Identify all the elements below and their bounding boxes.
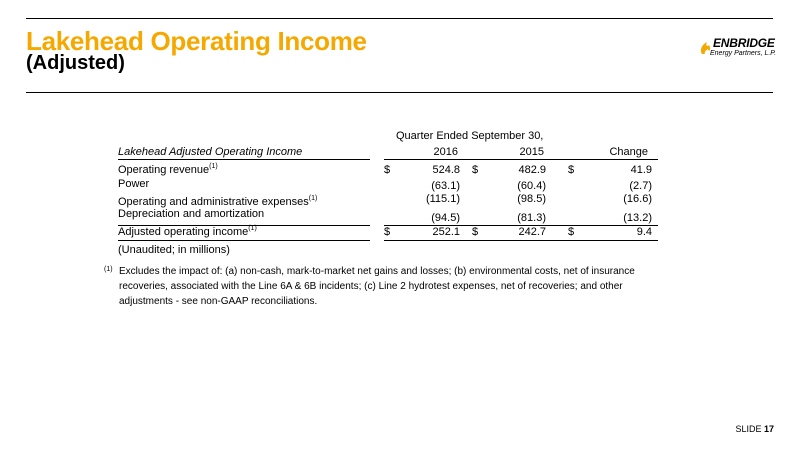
currency-sign: $ [472,164,479,176]
header-underline-values [384,159,658,160]
footnote-text: Excludes the impact of: (a) non-cash, mark-to-market net gains and losses; (b) environmental costs, net of insurance recoveries, associated with the Line 6A & 6B incidents; (c) Line 2 hydrotest expenses, net of recoveries; and other adjustments - see non-GAAP reconciliations. [119,266,635,307]
unaudited-note: (Unaudited; in millions) [118,244,230,256]
cell-change: (2.7) [629,180,652,192]
currency-sign: $ [568,226,575,238]
cell-change: (13.2) [623,212,652,224]
table-row-label: Operating revenue$^{(1)}$ [118,163,218,176]
table-row-label: Power [118,178,150,190]
total-rule-values [384,240,658,241]
cell-change: 9.4 [636,226,652,238]
currency-sign: $ [472,226,479,238]
cell-2015: (60.4) [517,180,546,192]
cell-2015: (81.3) [517,212,546,224]
slide-label: SLIDE [735,424,762,434]
slide-number [735,424,774,434]
page-title: Lakehead Operating Income [26,26,367,56]
group-header: Quarter Ended September 30, [396,130,544,142]
cell-2015: 242.7 [518,226,546,238]
cell-2016: (63.1) [431,180,460,192]
slide-number-value: 17 [763,424,774,434]
logo-subtitle: Energy Partners, L.P. [710,50,777,57]
table-row-label: Operating and administrative expenses$^{(1)}$ [118,195,318,208]
cell-change: 41.9 [630,164,652,176]
col-header-2015: 2015 [519,146,544,158]
table-row-label: Depreciation and amortization [118,208,265,220]
table-row-label: Adjusted operating income$^{(1)}$ [118,225,257,238]
footnote-mark: (1) [104,266,113,273]
col-header-change: Change [609,146,648,158]
currency-sign: $ [384,164,391,176]
cell-2016: (94.5) [431,212,460,224]
cell-2016: (115.1) [425,193,460,205]
logo-name: ENBRIDGE [713,36,775,50]
label-header: Lakehead Adjusted Operating Income [118,146,303,158]
col-header-2016: 2016 [433,146,458,158]
cell-2016: 252.1 [432,226,460,238]
cell-2015: (98.5) [517,193,546,205]
currency-sign: $ [568,164,575,176]
page-subtitle: (Adjusted) [26,52,125,74]
cell-2016: 524.8 [432,164,460,176]
enbridge-logo [698,34,788,66]
title-rule [26,92,773,93]
total-rule-label [118,240,370,241]
cell-change: (16.6) [623,193,652,205]
header-underline-label [118,159,370,160]
top-rule [26,18,773,19]
currency-sign: $ [384,226,391,238]
cell-2015: 482.9 [518,164,546,176]
